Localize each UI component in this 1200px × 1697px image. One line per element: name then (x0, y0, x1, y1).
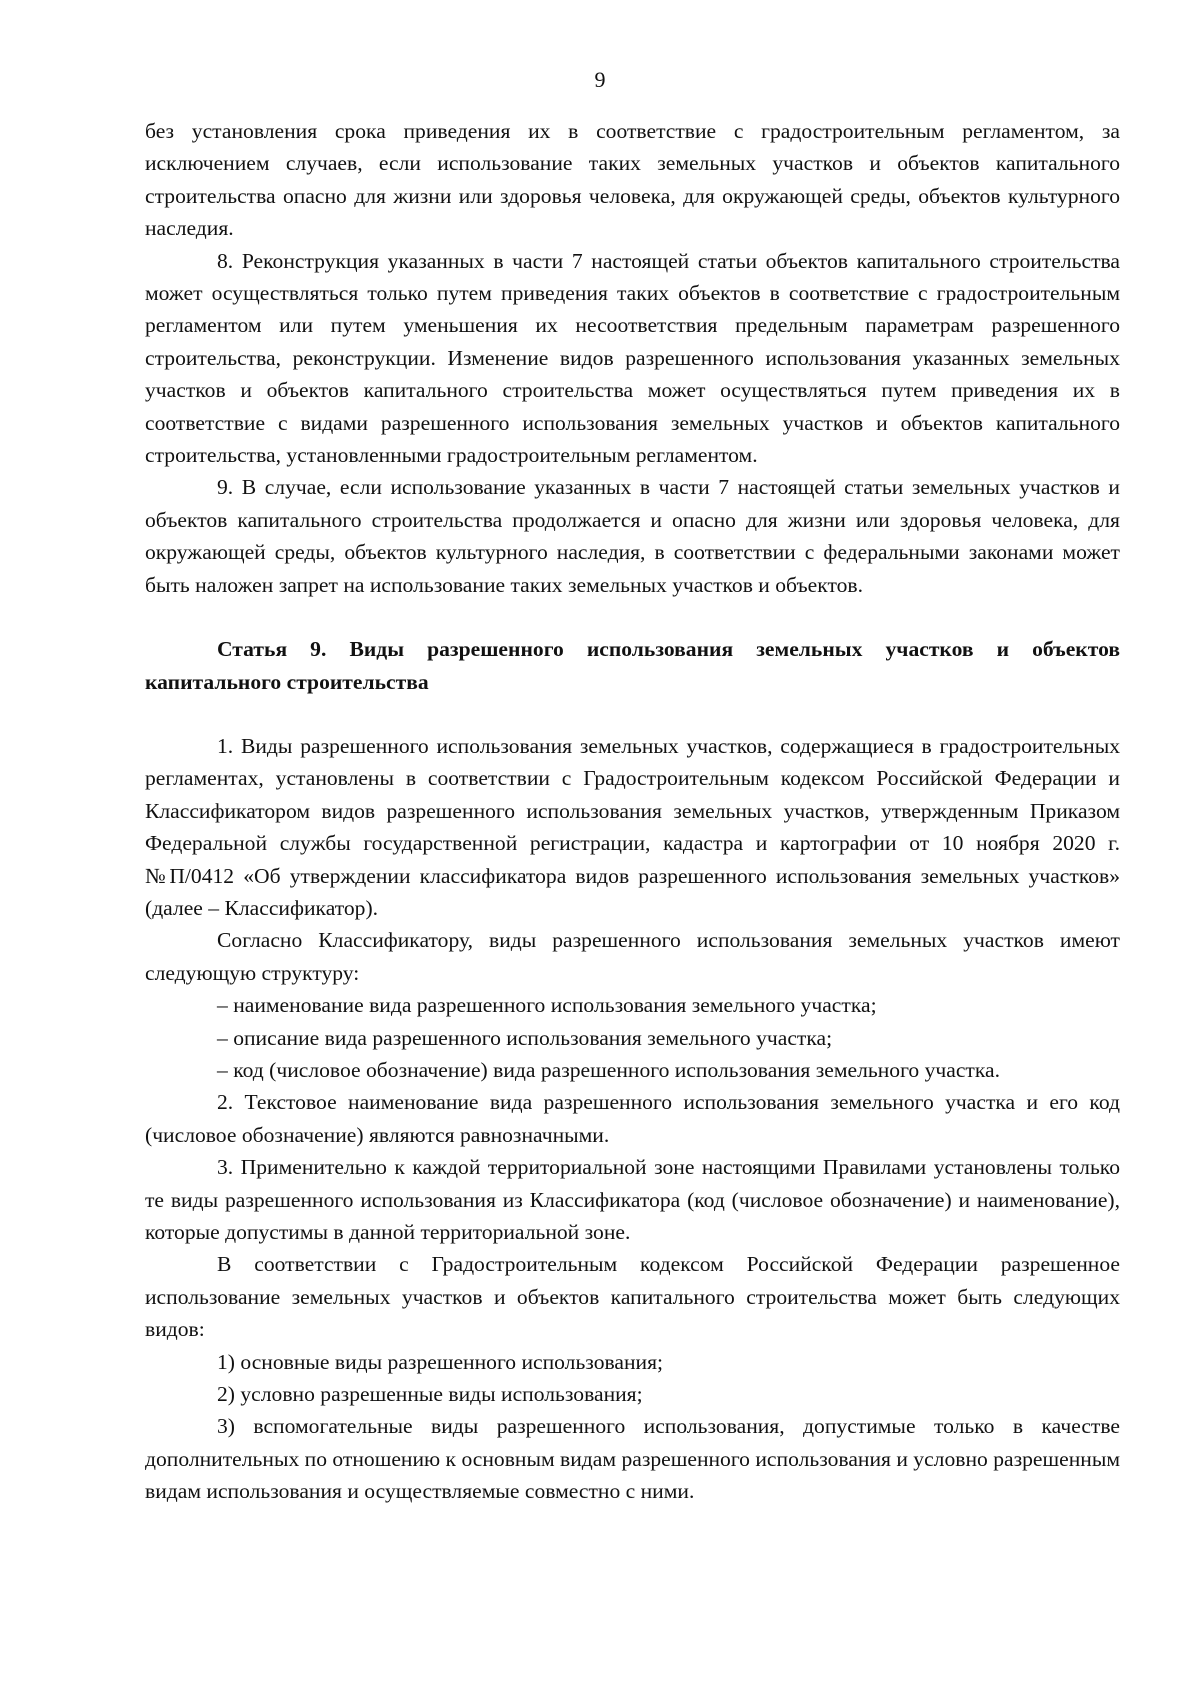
paragraph-item-1: 1. Виды разрешенного использования земельных участков, содержащиеся в градостроительных регламентах, установлены в соответствии с Градостроительным кодексом Российской Федерации и Классификатором видов разрешенного использования земельных участков, утвержденным Приказом Федеральной службы государственной регистрации, кадастра и картографии от 10 ноября 2020 г. №П/0412 «Об утверждении классификатора видов разрешенного использования земельных участков» (далее – Классификатор). (145, 733, 1120, 920)
list-item-numbered-2: 2) условно разрешенные виды использования; (217, 1382, 643, 1407)
paragraph-structure-intro: Согласно Классификатору, виды разрешенного использования земельных участков имеют следующую структуру: (145, 928, 1120, 985)
paragraph-item-2: 2. Текстовое наименование вида разрешенного использования земельного участка и его код (числовое обозначение) являются равнозначными. (145, 1090, 1120, 1147)
paragraph-continuation: без установления срока приведения их в соответствие с градостроительным регламентом, за исключением случаев, если использование таких земельных участков и объектов капитального строительства опасно для жизни или здоровья человека, для окружающей среды, объектов культурного наследия. (145, 119, 1120, 241)
list-item-dash-code: – код (числовое обозначение) вида разрешенного использования земельного участка. (217, 1057, 1001, 1082)
document-body (145, 115, 1120, 1508)
list-item-dash-description: – описание вида разрешенного использования земельного участка; (217, 1025, 833, 1050)
article-heading: Статья 9. Виды разрешенного использования земельных участков и объектов капитального строительства (145, 637, 1120, 694)
paragraph-item-9: 9. В случае, если использование указанных в части 7 настоящей статьи земельных участков и объектов капитального строительства продолжается и опасно для жизни или здоровья человека, для окружающей среды, объектов культурного наследия, в соответствии с федеральными законами может быть наложен запрет на использование таких земельных участков и объектов. (145, 475, 1120, 597)
list-item-dash-name: – наименование вида разрешенного использования земельного участка; (217, 993, 877, 1018)
paragraph-item-3: 3. Применительно к каждой территориальной зоне настоящими Правилами установлены только те виды разрешенного использования из Классификатора (код (числовое обозначение) и наименование), которые допустимы в данной территориальной зоне. (145, 1155, 1120, 1244)
paragraph-kinds-intro: В соответствии с Градостроительным кодексом Российской Федерации разрешенное использование земельных участков и объектов капитального строительства может быть следующих видов: (145, 1252, 1120, 1342)
paragraph-item-8: 8. Реконструкция указанных в части 7 настоящей статьи объектов капитального строительства может осуществляться только путем приведения таких объектов в соответствие с градостроительным регламентом или путем уменьшения их несоответствия предельным параметрам разрешенного строительства, реконструкции. Изменение видов разрешенного использования указанных земельных участков и объектов капитального строительства может осуществляться путем приведения их в соответствие с видами разрешенного использования земельных участков и объектов капитального строительства, установленными градостроительным регламентом. (145, 248, 1120, 468)
page-number: 9 (594, 67, 606, 92)
list-item-numbered-1: 1) основные виды разрешенного использования; (217, 1349, 664, 1374)
list-item-numbered-3: 3) вспомогательные виды разрешенного использования, допустимые только в качестве дополнительных по отношению к основным видам разрешенного использования и условно разрешенным видам использования и осуществляемые совместно с ними. (145, 1414, 1120, 1504)
